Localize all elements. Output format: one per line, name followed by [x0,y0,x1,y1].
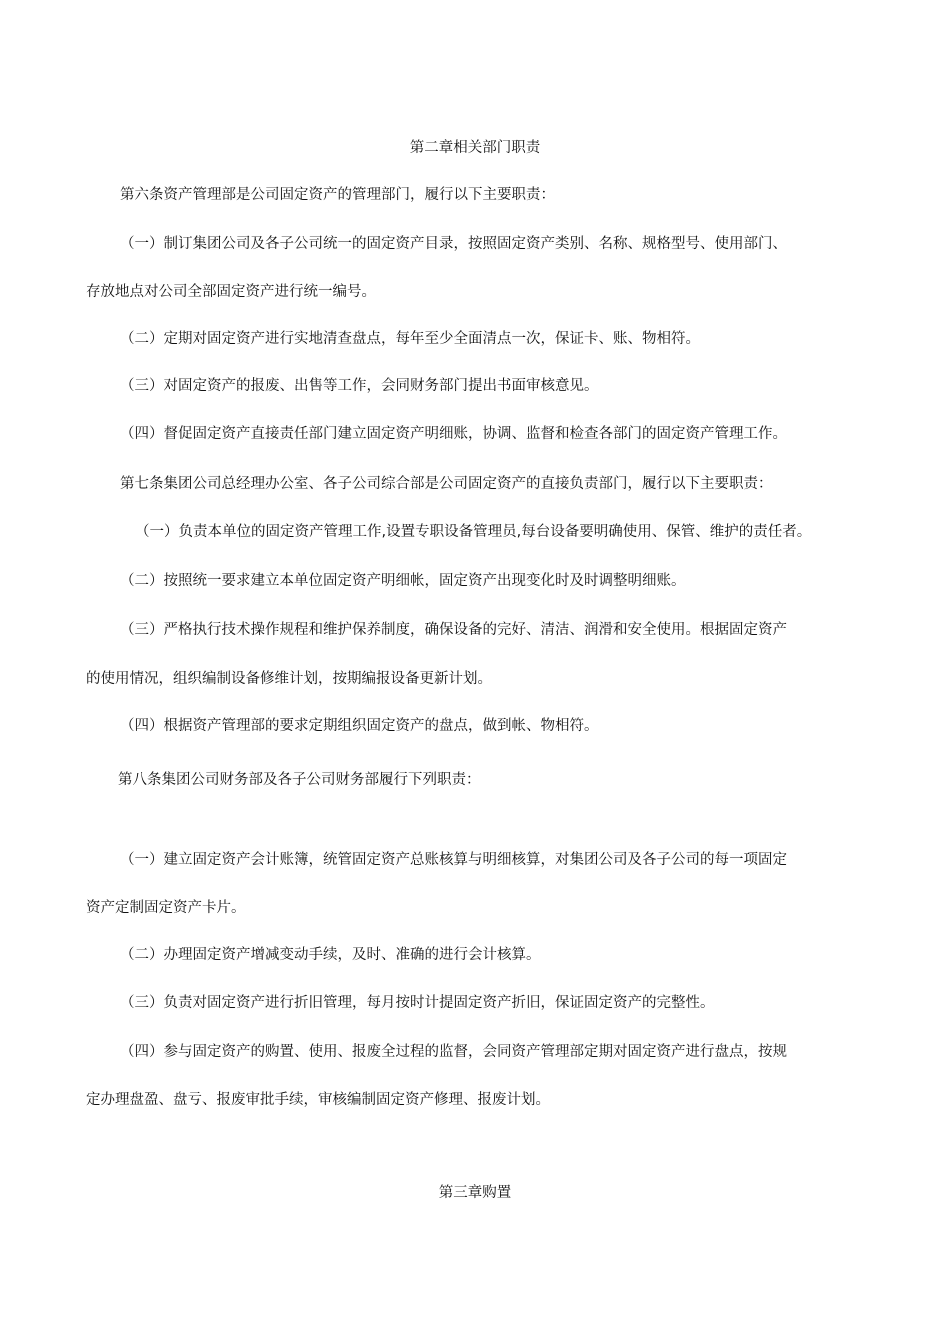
article-7-item-4: （四）根据资产管理部的要求定期组织固定资产的盘点，做到帐、物相符。 [120,718,599,734]
article-6-item-1-line-2: 存放地点对公司全部固定资产进行统一编号。 [86,284,376,300]
article-6-intro: 第六条资产管理部是公司固定资产的管理部门，履行以下主要职责： [120,187,555,203]
article-8-item-2: （二）办理固定资产增减变动手续，及时、准确的进行会计核算。 [120,947,541,963]
article-8-item-4-line-1: （四）参与固定资产的购置、使用、报废全过程的监督，会同资产管理部定期对固定资产进行盘点，按规 [120,1044,787,1060]
article-7-item-3-line-2: 的使用情况，组织编制设备修维计划，按期编报设备更新计划。 [86,671,492,687]
article-8-intro: 第八条集团公司财务部及各子公司财务部履行下列职责： [118,772,481,788]
article-7-item-2: （二）按照统一要求建立本单位固定资产明细帐，固定资产出现变化时及时调整明细账。 [120,573,686,589]
article-7-item-3-line-1: （三）严格执行技术操作规程和维护保养制度，确保设备的完好、清洁、润滑和安全使用。根据固定资产 [120,622,787,638]
article-8-item-1-line-2: 资产定制固定资产卡片。 [86,900,246,916]
article-6-item-2: （二）定期对固定资产进行实地清查盘点，每年至少全面清点一次，保证卡、账、物相符。 [120,331,700,347]
chapter-3-title: 第三章购置 [438,1185,512,1201]
article-6-item-4: （四）督促固定资产直接责任部门建立固定资产明细账，协调、监督和检查各部门的固定资产管理工作。 [120,426,787,442]
article-6-item-1-line-1: （一）制订集团公司及各子公司统一的固定资产目录，按照固定资产类别、名称、规格型号、使用部门、 [120,236,787,252]
article-8-item-4-line-2: 定办理盘盈、盘亏、报废审批手续，审核编制固定资产修理、报废计划。 [86,1092,550,1108]
article-6-item-3: （三）对固定资产的报废、出售等工作，会同财务部门提出书面审核意见。 [120,378,599,394]
article-7-item-1: （一）负责本单位的固定资产管理工作,设置专职设备管理员,每台设备要明确使用、保管、维护的责任者。 [135,524,812,540]
article-7-intro: 第七条集团公司总经理办公室、各子公司综合部是公司固定资产的直接负责部门，履行以下主要职责： [120,476,773,492]
chapter-2-title: 第二章相关部门职责 [409,140,541,156]
article-8-item-3: （三）负责对固定资产进行折旧管理，每月按时计提固定资产折旧，保证固定资产的完整性。 [120,995,715,1011]
article-8-item-1-line-1: （一）建立固定资产会计账簿，统管固定资产总账核算与明细核算，对集团公司及各子公司的每一项固定 [120,852,787,868]
